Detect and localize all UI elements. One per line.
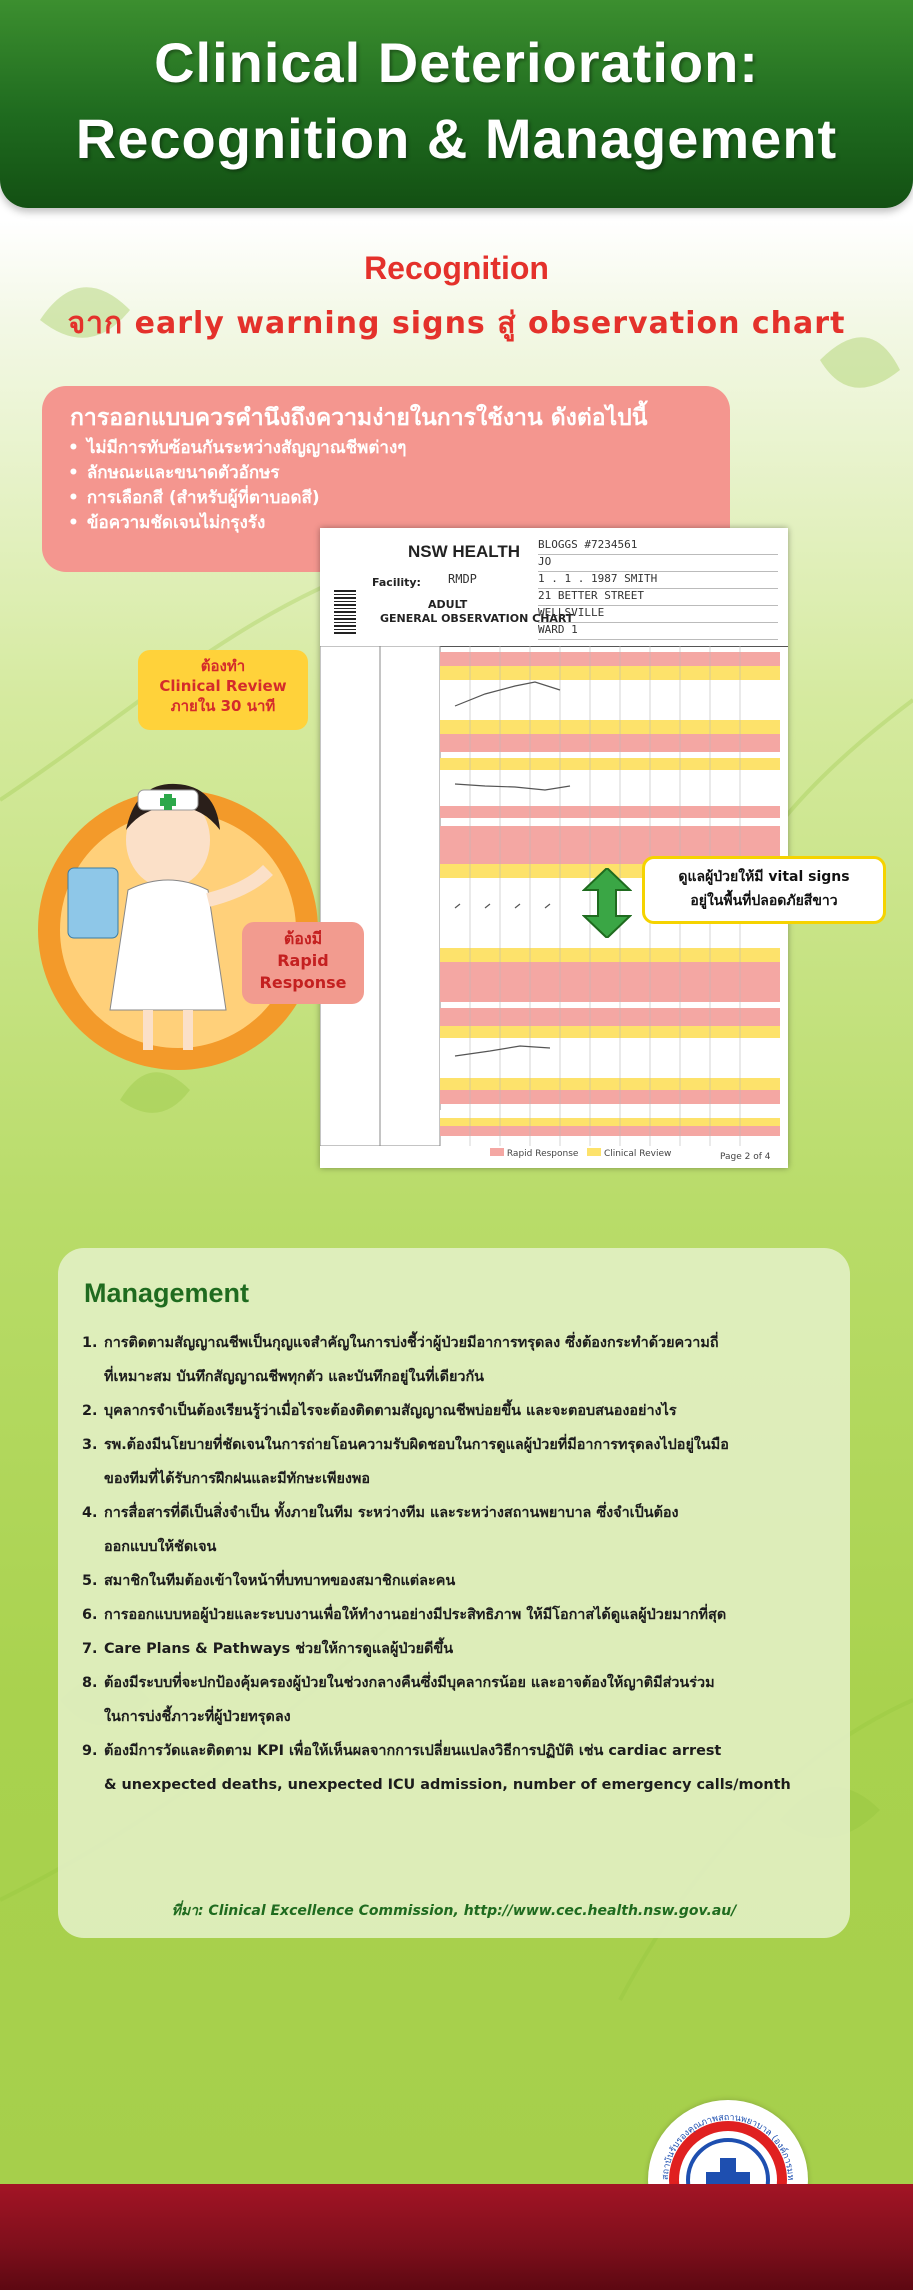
patient-label-area [538, 538, 778, 640]
nurse-illustration [28, 760, 328, 1080]
management-item: 1. การติดตามสัญญาณชีพเป็นกุญแจสำคัญในการบ่งชี้ว่าผู้ป่วยมีอาการทรุดลง ซึ่งต้องกระทำด้วยความถี่ ที่เหมาะสม บันทึกสัญญาณชีพทุกตัว และบันทึกอยู่ในที่เดียวกัน [82, 1335, 719, 1385]
recognition-subtitle: จาก early warning signs สู่ observation chart [67, 306, 846, 341]
source-citation: ที่มา: Clinical Excellence Commission, http://www.cec.health.nsw.gov.au/ [171, 1903, 737, 1919]
management-title: Management [84, 1278, 250, 1308]
chart-page-number: Page 2 of 4 [720, 1152, 771, 1162]
management-item: 6. การออกแบบหอผู้ป่วยและระบบงานเพื่อให้ทำงานอย่างมีประสิทธิภาพ ให้มีโอกาสได้ดูแลผู้ป่วยมากที่สุด [82, 1607, 727, 1623]
footer-bar [0, 2184, 913, 2290]
patient-row: WARD 1 [538, 623, 778, 640]
management-item: 9. ต้องมีการวัดและติดตาม KPI เพื่อให้เห็นผลจากการเปลี่ยนแปลงวิธีการปฏิบัติ เช่น cardiac arrest & unexpected deaths, unexpected ICU admission, number of emergency calls/month [82, 1743, 791, 1793]
legend-clinical-review: Clinical Review [603, 1149, 672, 1159]
title-line-2: Recognition & Management [75, 107, 838, 170]
rapid-response-callout [242, 922, 364, 1004]
design-box-title: การออกแบบควรคำนึงถึงความง่ายในการใช้งาน ดังต่อไปนี้ [70, 405, 648, 431]
facility-value: RMDP [448, 572, 477, 586]
recognition-title: Recognition [364, 250, 549, 286]
management-item: 2. บุคลากรจำเป็นต้องเรียนรู้ว่าเมื่อไรจะต้องติดตามสัญญาณชีพบ่อยขึ้น และจะตอบสนองอย่างไร [82, 1403, 677, 1419]
management-item: 5. สมาชิกในทีมต้องเข้าใจหน้าที่บทบาทของสมาชิกแต่ละคน [82, 1573, 456, 1589]
management-item: 3. รพ.ต้องมีนโยบายที่ชัดเจนในการถ่ายโอนความรับผิดชอบในการดูแลผู้ป่วยที่มีอาการทรุดลงไปอยู่ในมือ ของทีมที่ได้รับการฝึกฝนและมีทักษะเพียงพอ [82, 1437, 729, 1487]
patient-row: BLOGGS #7234561 [538, 538, 778, 555]
observation-chart-image [320, 528, 788, 1168]
management-panel [58, 1248, 850, 1938]
nsw-health-label: NSW HEALTH [408, 542, 521, 561]
callout-line: Rapid [277, 951, 329, 970]
facility-label: Facility: [372, 576, 421, 589]
callout-line: ต้องมี [283, 929, 323, 948]
design-item: • ข้อความชัดเจนไม่กรุงรัง [68, 511, 406, 536]
barcode-icon [334, 590, 356, 634]
design-item: • ไม่มีการทับซ้อนกันระหว่างสัญญาณชีพต่างๆ [68, 436, 406, 461]
patient-row: WELLSVILLE [538, 606, 778, 623]
chart-name-line1: ADULT [428, 598, 468, 611]
callout-line: Response [259, 973, 347, 992]
callout-line: ภายใน 30 นาที [170, 697, 276, 715]
callout-line: ดูแลผู้ป่วยให้มี vital signs [678, 869, 850, 885]
management-item: 7. Care Plans & Pathways ช่วยให้การดูแลผู้ป่วยดีขึ้น [82, 1641, 454, 1657]
design-list [68, 436, 406, 536]
callout-line: อยู่ในพื้นที่ปลอดภัยสีขาว [690, 893, 838, 909]
chart-name-line2: GENERAL OBSERVATION CHART [380, 612, 574, 625]
legend-rapid-response: Rapid Response [506, 1149, 579, 1159]
design-item: • ลักษณะและขนาดตัวอักษร [68, 461, 406, 486]
management-item: 4. การสื่อสารที่ดีเป็นสิ่งจำเป็น ทั้งภายในทีม ระหว่างทีม และระหว่างสถานพยาบาล ซึ่งจำเป็นต้อง ออกแบบให้ชัดเจน [82, 1505, 679, 1555]
double-arrow-icon [582, 868, 632, 938]
white-zone-callout [642, 856, 886, 924]
title-line-1: Clinical Deterioration: [154, 31, 759, 94]
callout-line: ต้องทำ [200, 657, 246, 675]
patient-row: JO [538, 555, 778, 572]
management-list [82, 1326, 832, 1802]
patient-row: 1 . 1 . 1987 SMITH [538, 572, 778, 589]
callout-line: Clinical Review [159, 677, 287, 695]
design-item: • การเลือกสี (สำหรับผู้ที่ตาบอดสี) [68, 486, 406, 511]
logo-text: สถาบันรับรองคุณภาพสถานพยาบาล (องค์การมห [660, 2112, 796, 2181]
patient-row: 21 BETTER STREET [538, 589, 778, 606]
chart-header [320, 528, 788, 647]
clinical-review-callout [138, 650, 308, 730]
chart-legend [490, 1148, 671, 1159]
management-item: 8. ต้องมีระบบที่จะปกป้องคุ้มครองผู้ป่วยในช่วงกลางคืนซึ่งมีบุคลากรน้อย และอาจต้องให้ญาติมีส่วนร่วม ในการบ่งชี้ภาวะที่ผู้ป่วยทรุดลง [82, 1675, 715, 1725]
title-banner [0, 0, 913, 208]
